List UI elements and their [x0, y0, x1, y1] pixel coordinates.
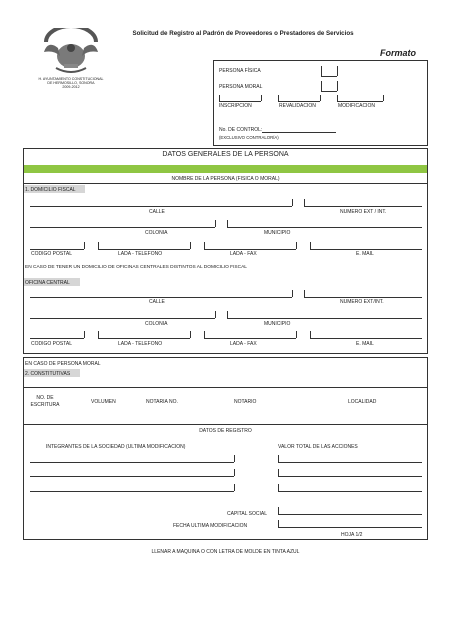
municipio2-field[interactable] [227, 318, 422, 319]
domicilio-fiscal-label: 1. DOMICILIO FISCAL [25, 187, 76, 193]
fecha-mod-field[interactable] [278, 527, 422, 528]
document-title: Solicitud de Registro al Padrón de Proveedores o Prestadores de Servicios [132, 30, 354, 37]
constitutivas-field[interactable] [24, 387, 427, 388]
control-number-field[interactable] [262, 132, 336, 133]
inscripcion-checkbox[interactable] [219, 101, 261, 102]
control-label: No. DE CONTROL: [219, 127, 263, 133]
seal-text-2: DE HERMOSILLO, SONORA [47, 81, 95, 85]
valor-total-label: VALOR TOTAL DE LAS ACCIONES [278, 444, 358, 450]
cp2-label: CODIGO POSTAL [31, 341, 73, 347]
nombre-field[interactable] [24, 183, 427, 184]
numero-ext2-label: NUMERO EXT/INT. [340, 299, 384, 305]
notario-label: NOTARIO [234, 399, 257, 405]
no-de-label: NO. DE [36, 395, 54, 401]
persona-moral-label: PERSONA MORAL [219, 84, 263, 90]
municipio-field[interactable] [227, 227, 422, 228]
lada-tel-label: LADA - TELEFONO [118, 251, 163, 257]
persona-fisica-label: PERSONA FÍSICA [219, 68, 261, 74]
municipal-seal [36, 28, 106, 96]
constitutivas-label: 2. CONSTITUTIVAS [25, 371, 71, 377]
seal-text-3: 2009-2012 [62, 85, 80, 89]
integrantes-label: INTEGRANTES DE LA SOCIEDAD (ULTIMA MODIFICACION) [46, 444, 186, 450]
numero-ext-label: NUMERO EXT / INT. [340, 209, 387, 215]
nombre-label: NOMBRE DE LA PERSONA (FISICA O MORAL) [171, 176, 280, 182]
datos-heading: DATOS GENERALES DE LA PERSONA [162, 151, 289, 158]
hoja-label: HOJA 1/2 [341, 532, 363, 538]
valor-3-field[interactable] [278, 491, 422, 492]
integrante-3-field[interactable] [30, 491, 234, 492]
modificacion-label: MODIFICACION [338, 103, 375, 109]
revalidacion-checkbox[interactable] [278, 101, 320, 102]
colonia-field[interactable] [30, 227, 215, 228]
cp2-field[interactable] [30, 338, 84, 339]
email2-label: E. MAIL [356, 341, 374, 347]
municipio2-label: MUNICIPIO [264, 321, 291, 327]
integrante-1-field[interactable] [30, 462, 234, 463]
lada-tel-field[interactable] [98, 249, 190, 250]
numero-ext-field[interactable] [304, 206, 422, 207]
inscripcion-label: INSCRIPCION [219, 103, 252, 109]
lada-fax2-label: LADA - FAX [230, 341, 257, 347]
calle2-label: CALLE [149, 299, 165, 305]
cp-field[interactable] [30, 249, 84, 250]
calle2-field[interactable] [30, 297, 292, 298]
eagle-seal-icon [36, 28, 106, 76]
email-field[interactable] [310, 249, 422, 250]
colonia-label: COLONIA [145, 230, 168, 236]
exclusivo-label: (EXCLUSIVO CONTRALORÍA) [219, 135, 279, 140]
lada-fax-label: LADA - FAX [230, 251, 257, 257]
calle-label: CALLE [149, 209, 165, 215]
caso-moral-label: EN CASO DE PERSONA MORAL [25, 361, 101, 367]
capital-social-label: CAPITAL SOCIAL [227, 511, 268, 517]
otro-domicilio-note: EN CASO DE TENER UN DOMICILIO DE OFICINAS CENTRALES DISTINTOS AL DOMICILIO FISCAL [25, 265, 247, 270]
formato-label: Formato [380, 48, 416, 58]
green-band [24, 165, 427, 173]
email2-field[interactable] [310, 338, 422, 339]
revalidacion-label: REVALIDACION [279, 103, 316, 109]
fecha-mod-label: FECHA ULTIMA MODIFICACION [173, 523, 248, 529]
colonia2-label: COLONIA [145, 321, 168, 327]
email-label: E. MAIL [356, 251, 374, 257]
capital-social-field[interactable] [278, 514, 422, 515]
lada-fax2-field[interactable] [204, 338, 296, 339]
escritura-data-field[interactable] [24, 424, 427, 425]
notaria-no-label: NOTARIA NO. [146, 399, 178, 405]
valor-2-field[interactable] [278, 476, 422, 477]
cp-label: CODIGO POSTAL [31, 251, 73, 257]
oficina-central-label: OFICINA CENTRAL [25, 280, 70, 286]
volumen-label: VOLUMEN [91, 399, 116, 405]
integrante-2-field[interactable] [30, 476, 234, 477]
calle-field[interactable] [30, 206, 292, 207]
numero-ext2-field[interactable] [304, 297, 422, 298]
lada-tel2-field[interactable] [98, 338, 190, 339]
persona-moral-checkbox[interactable] [321, 91, 337, 92]
datos-registro-label: DATOS DE REGISTRO [199, 428, 252, 434]
escritura-label: ESCRITURA [30, 402, 60, 408]
lada-fax-field[interactable] [204, 249, 296, 250]
municipio-label: MUNICIPIO [264, 230, 291, 236]
footer-note: LLENAR A MAQUINA O CON LETRA DE MOLDE EN TINTA AZUL [151, 549, 300, 555]
modificacion-checkbox[interactable] [337, 101, 383, 102]
lada-tel2-label: LADA - TELEFONO [118, 341, 163, 347]
colonia2-field[interactable] [30, 318, 215, 319]
localidad-label: LOCALIDAD [348, 399, 377, 405]
seal-text-1: H. AYUNTAMIENTO CONSTITUCIONAL [38, 77, 104, 81]
valor-1-field[interactable] [278, 462, 422, 463]
persona-fisica-checkbox[interactable] [321, 76, 337, 77]
